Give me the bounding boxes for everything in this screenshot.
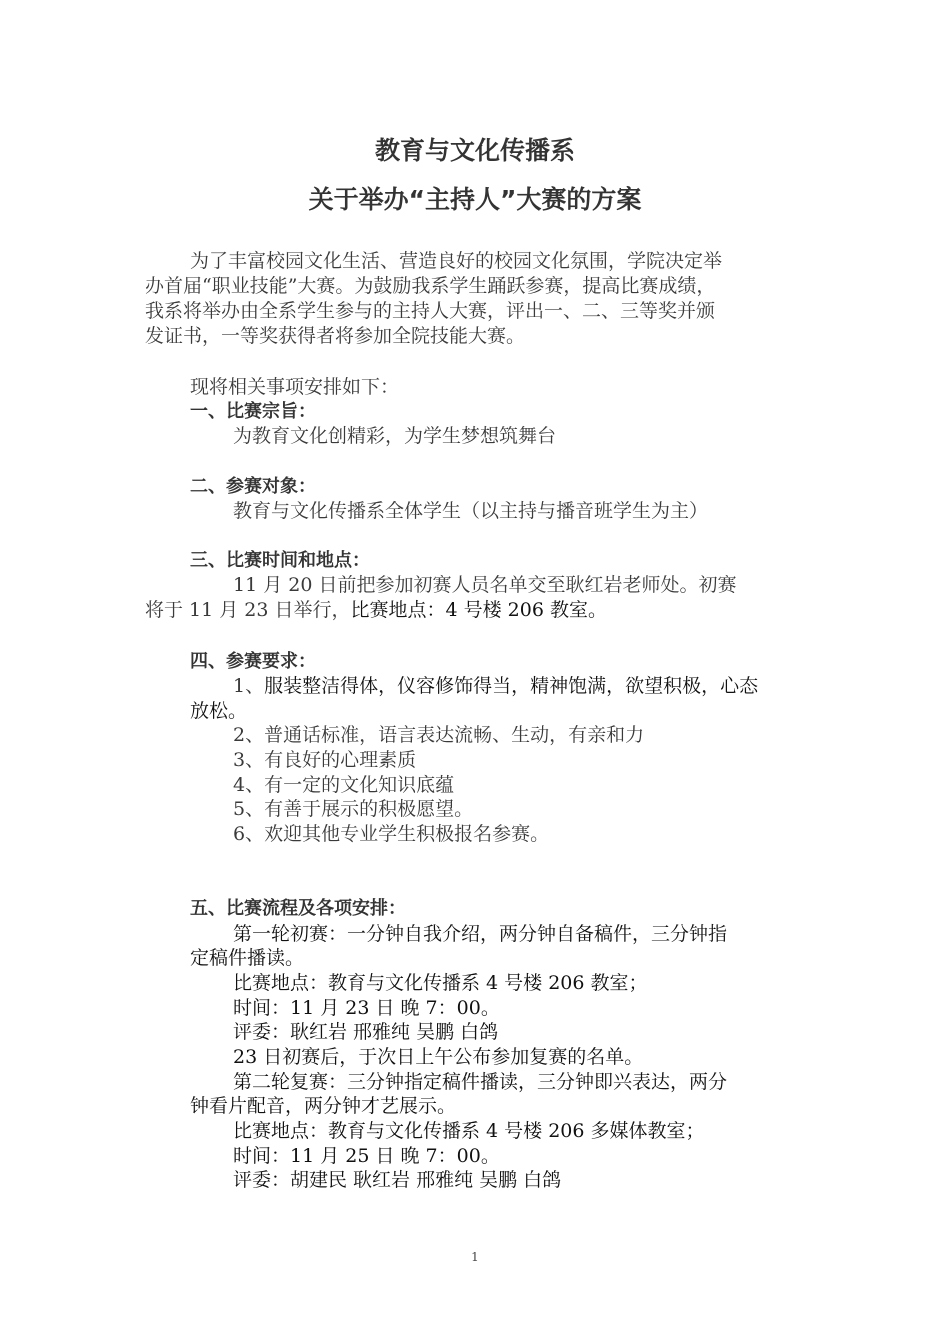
intro-line-3: 我系将举办由全系学生参与的主持人大赛，评出一、二、三等奖并颁 [145,300,716,322]
intro-line-4: 发证书，一等奖获得者将参加全院技能大赛。 [145,325,526,347]
requirement-4: 4、有一定的文化知识底蕴 [233,774,455,796]
arrange-line: 现将相关事项安排如下： [190,376,400,398]
round-1-judges: 评委：耿红岩 邢雅纯 吴鹏 白鸽 [233,1021,499,1043]
intro-line-2: 办首届“职业技能”大赛。为鼓励我系学生踊跃参赛，提高比赛成绩， [145,275,716,297]
round-2-time: 时间：11 月 25 日 晚 7：00。 [233,1145,500,1167]
section-1-heading: 一、比赛宗旨： [190,401,316,422]
section-2-body: 教育与文化传播系全体学生（以主持与播音班学生为主） [233,500,709,522]
requirement-3: 3、有良好的心理素质 [233,749,417,771]
section-3-heading: 三、比赛时间和地点： [190,550,370,571]
section-3-line-2 [145,598,607,622]
round-2-judges: 评委：胡建民 耿红岩 邢雅纯 吴鹏 白鸽 [233,1169,562,1191]
title-line-2: 关于举办“主持人”大赛的方案 [308,185,642,214]
round-1-place: 比赛地点：教育与文化传播系 4 号楼 206 教室； [233,972,648,994]
title-line-1: 教育与文化传播系 [374,136,575,165]
round-1-note: 23 日初赛后，于次日上午公布参加复赛的名单。 [233,1046,644,1068]
round-1-description-continued: 定稿件播读。 [190,947,305,969]
section-2-heading: 二、参赛对象： [190,476,316,497]
section-3-line-1: 11 月 20 日前把参加初赛人员名单交至耿红岩老师处。初赛 [233,574,737,596]
requirement-5: 5、有善于展示的积极愿望。 [233,798,474,820]
requirement-1-number: 1、 [233,675,265,697]
requirement-2: 2、普通话标准，语言表达流畅、生动，有亲和力 [233,724,645,746]
section-4-heading: 四、参赛要求： [190,651,316,672]
round-2-description-continued: 钟看片配音，两分钟才艺展示。 [190,1095,457,1117]
requirement-1-continued: 放松。 [190,700,248,722]
round-1-description: 第一轮初赛：一分钟自我介绍，两分钟自备稿件，三分钟指 [233,923,728,945]
round-1-time: 时间：11 月 23 日 晚 7：00。 [233,997,500,1019]
round-2-place: 比赛地点：教育与文化传播系 4 号楼 206 多媒体教室； [233,1120,705,1142]
section-3-date-text: 将于 11 月 23 日举行， [145,599,351,621]
intro-line-1: 为了丰富校园文化生活、营造良好的校园文化氛围，学院决定举 [190,250,723,272]
requirement-6: 6、欢迎其他专业学生积极报名参赛。 [233,823,550,845]
requirement-1-text: 服装整洁得体，仪容修饰得当，精神饱满，欲望积极，心态 [264,675,759,697]
round-2-description: 第二轮复赛：三分钟指定稿件播读，三分钟即兴表达，两分 [233,1071,728,1093]
section-1-body: 为教育文化创精彩，为学生梦想筑舞台 [233,425,557,447]
section-3-place-text: 比赛地点：4 号楼 206 教室。 [350,599,607,621]
page-number: 1 [471,1250,479,1264]
requirement-1 [233,674,758,698]
section-5-heading: 五、比赛流程及各项安排： [190,898,406,919]
